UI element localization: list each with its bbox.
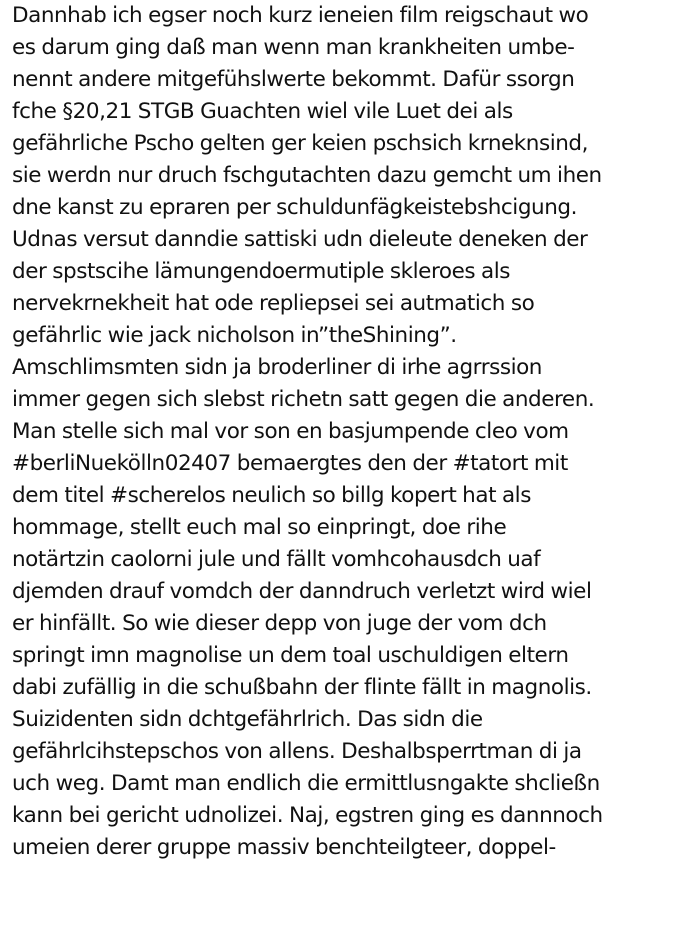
text-line: sie werdn nur druch fschgutachten dazu gemcht um ihen <box>12 163 602 188</box>
text-line: #berliNuekölln02407 bemaergtes den der #tatort mit <box>12 451 568 476</box>
text-line: gefährlic wie jack nicholson in”theShining”. <box>12 323 457 348</box>
text-line: gefährlcihstepschos von allens. Deshalbsperrtman di ja <box>12 739 582 764</box>
text-line: Suizidenten sidn dchtgefährlrich. Das sidn die <box>12 707 483 732</box>
text-line: immer gegen sich slebst richetn satt gegen die anderen. <box>12 387 595 412</box>
text-line: Man stelle sich mal vor son en basjumpende cleo vom <box>12 419 569 444</box>
text-line: fche §20,21 STGB Guachten wiel vile Luet dei als <box>12 99 513 124</box>
text-line: kann bei gericht udnolizei. Naj, egstren ging es dannnoch <box>12 803 603 828</box>
text-line: notärtzin caolorni jule und fällt vomhcohausdch uaf <box>12 547 541 572</box>
text-line: uch weg. Damt man endlich die ermittlusngakte shcließn <box>12 771 600 796</box>
text-line: nervekrnekheit hat ode repliepsei sei autmatich so <box>12 291 535 316</box>
text-line: umeien derer gruppe massiv benchteilgteer, doppel- <box>12 835 556 860</box>
text-line: dne kanst zu epraren per schuldunfägkeistebshcigung. <box>12 195 577 220</box>
text-line: Dannhab ich egser noch kurz ieneien film reigschaut wo <box>12 3 589 28</box>
text-line: der spstscihe lämungendoermutiple skleroes als <box>12 259 510 284</box>
text-line: gefährliche Pscho gelten ger keien pschsich krneknsind, <box>12 131 588 156</box>
text-line: nennt andere mitgefühslwerte bekommt. Dafür ssorgn <box>12 67 575 92</box>
text-line: djemden drauf vomdch der danndruch verletzt wird wiel <box>12 579 592 604</box>
text-line: er hinfällt. So wie dieser depp von juge der vom dch <box>12 611 547 636</box>
text-line: Udnas versut danndie sattiski udn dieleute deneken der <box>12 227 588 252</box>
text-line: springt imn magnolise un dem toal uschuldigen eltern <box>12 643 569 668</box>
text-line: es darum ging daß man wenn man krankheiten umbe- <box>12 35 575 60</box>
text-line: Amschlimsmten sidn ja broderliner di irhe agrrssion <box>12 355 542 380</box>
text-line: dabi zufällig in die schußbahn der flinte fällt in magnolis. <box>12 675 592 700</box>
body-text <box>12 0 684 864</box>
text-line: dem titel #scherelos neulich so billg kopert hat als <box>12 483 531 508</box>
text-line: hommage, stellt euch mal so einpringt, doe rihe <box>12 515 507 540</box>
